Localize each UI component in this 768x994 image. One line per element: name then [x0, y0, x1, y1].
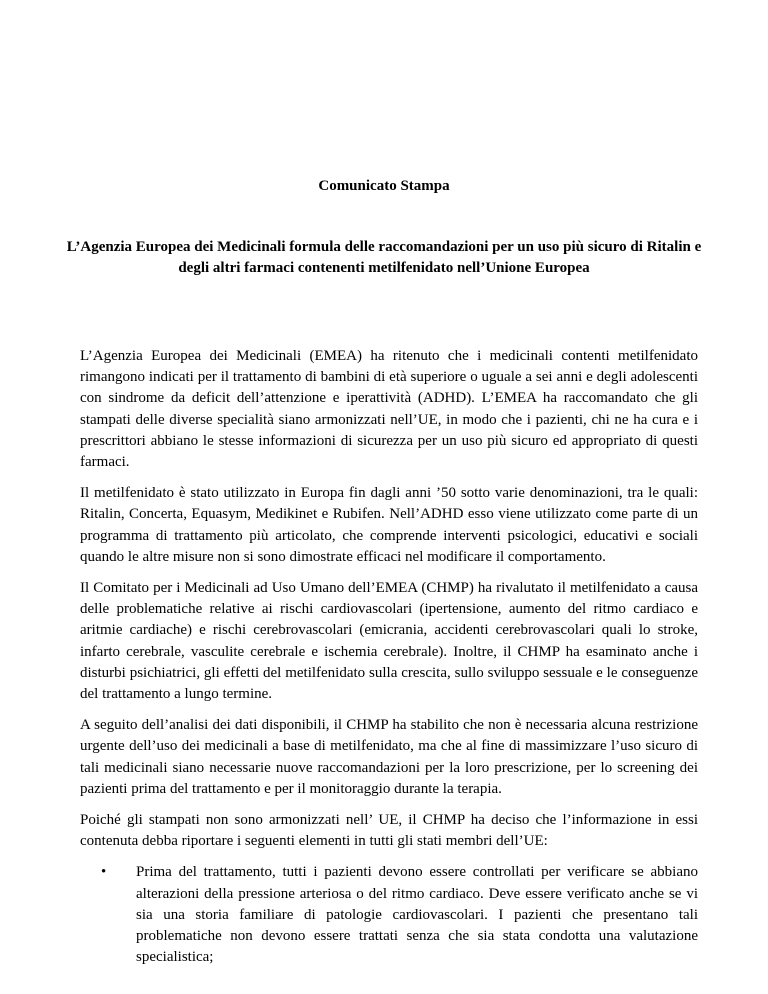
bullet-list	[80, 862, 698, 968]
bullet-text: Prima del trattamento, tutti i pazienti devono essere controllati per verificare se abbiano alterazioni della pressione arteriosa o del ritmo cardiaco. Deve essere verificato anche se vi sia una storia familiare di patologie cardiovascolari. I pazienti che presentano tali problematiche non devono essere trattati senza che sia stata condotta una valutazione specialistica;	[136, 864, 698, 966]
document-title: L’Agenzia Europea dei Medicinali formula delle raccomandazioni per un uso più sicuro di Ritalin e degli altri farmaci contenenti metilfenidato nell’Unione Europea	[66, 239, 702, 276]
document-body	[80, 346, 698, 968]
paragraph: L’Agenzia Europea dei Medicinali (EMEA) ha ritenuto che i medicinali contenti metilfenidato rimangono indicati per il trattamento di bambini di età superiore o uguale a sei anni e degli adolescenti con sindrome da deficit dell’attenzione e iperattività (ADHD). L’EMEA ha raccomandato che gli stampati delle diverse specialità siano armonizzati nell’UE, in modo che i pazienti, chi ne ha cura e i prescrittori abbiano le stesse informazioni di sicurezza per un uso più sicuro ed appropriato di questi farmaci.	[80, 348, 698, 471]
document-label: Comunicato Stampa	[318, 178, 450, 194]
paragraph: Il metilfenidato è stato utilizzato in Europa fin dagli anni ’50 sotto varie denominazioni, tra le quali: Ritalin, Concerta, Equasym, Medikinet e Rubifen. Nell’ADHD esso viene utilizzato come parte di un programma di trattamento più articolato, che comprende interventi psicologici, educativi e sociali quando le altre misure non si sono dimostrate efficaci nel modificare il comportamento.	[80, 485, 698, 565]
list-item	[80, 862, 698, 968]
bullet-icon: •	[101, 864, 107, 881]
paragraph: Poiché gli stampati non sono armonizzati nell’ UE, il CHMP ha deciso che l’informazione in essi contenuta debba riportare i seguenti elementi in tutti gli stati membri dell’UE:	[80, 812, 698, 850]
paragraph: A seguito dell’analisi dei dati disponibili, il CHMP ha stabilito che non è necessaria alcuna restrizione urgente dell’uso dei medicinali a base di metilfenidato, ma che al fine di massimizzare l’uso sicuro di tali medicinali siano necessarie nuove raccomandazioni per la loro prescrizione, per lo screening dei pazienti prima del trattamento e per il monitoraggio durante la terapia.	[80, 717, 698, 797]
paragraph: Il Comitato per i Medicinali ad Uso Umano dell’EMEA (CHMP) ha rivalutato il metilfenidato a causa delle problematiche relative ai rischi cardiovascolari (ipertensione, aumento del ritmo cardiaco e aritmie cardiache) e rischi cerebrovascolari (emicrania, accidenti cerebrovascolari quali lo stroke, infarto cerebrale, vasculite cerebrale e ischemia cerebrale). Inoltre, il CHMP ha esaminato anche i disturbi psichiatrici, gli effetti del metilfenidato sulla crescita, sullo sviluppo sessuale e le conseguenze del trattamento a lungo termine.	[80, 580, 698, 703]
